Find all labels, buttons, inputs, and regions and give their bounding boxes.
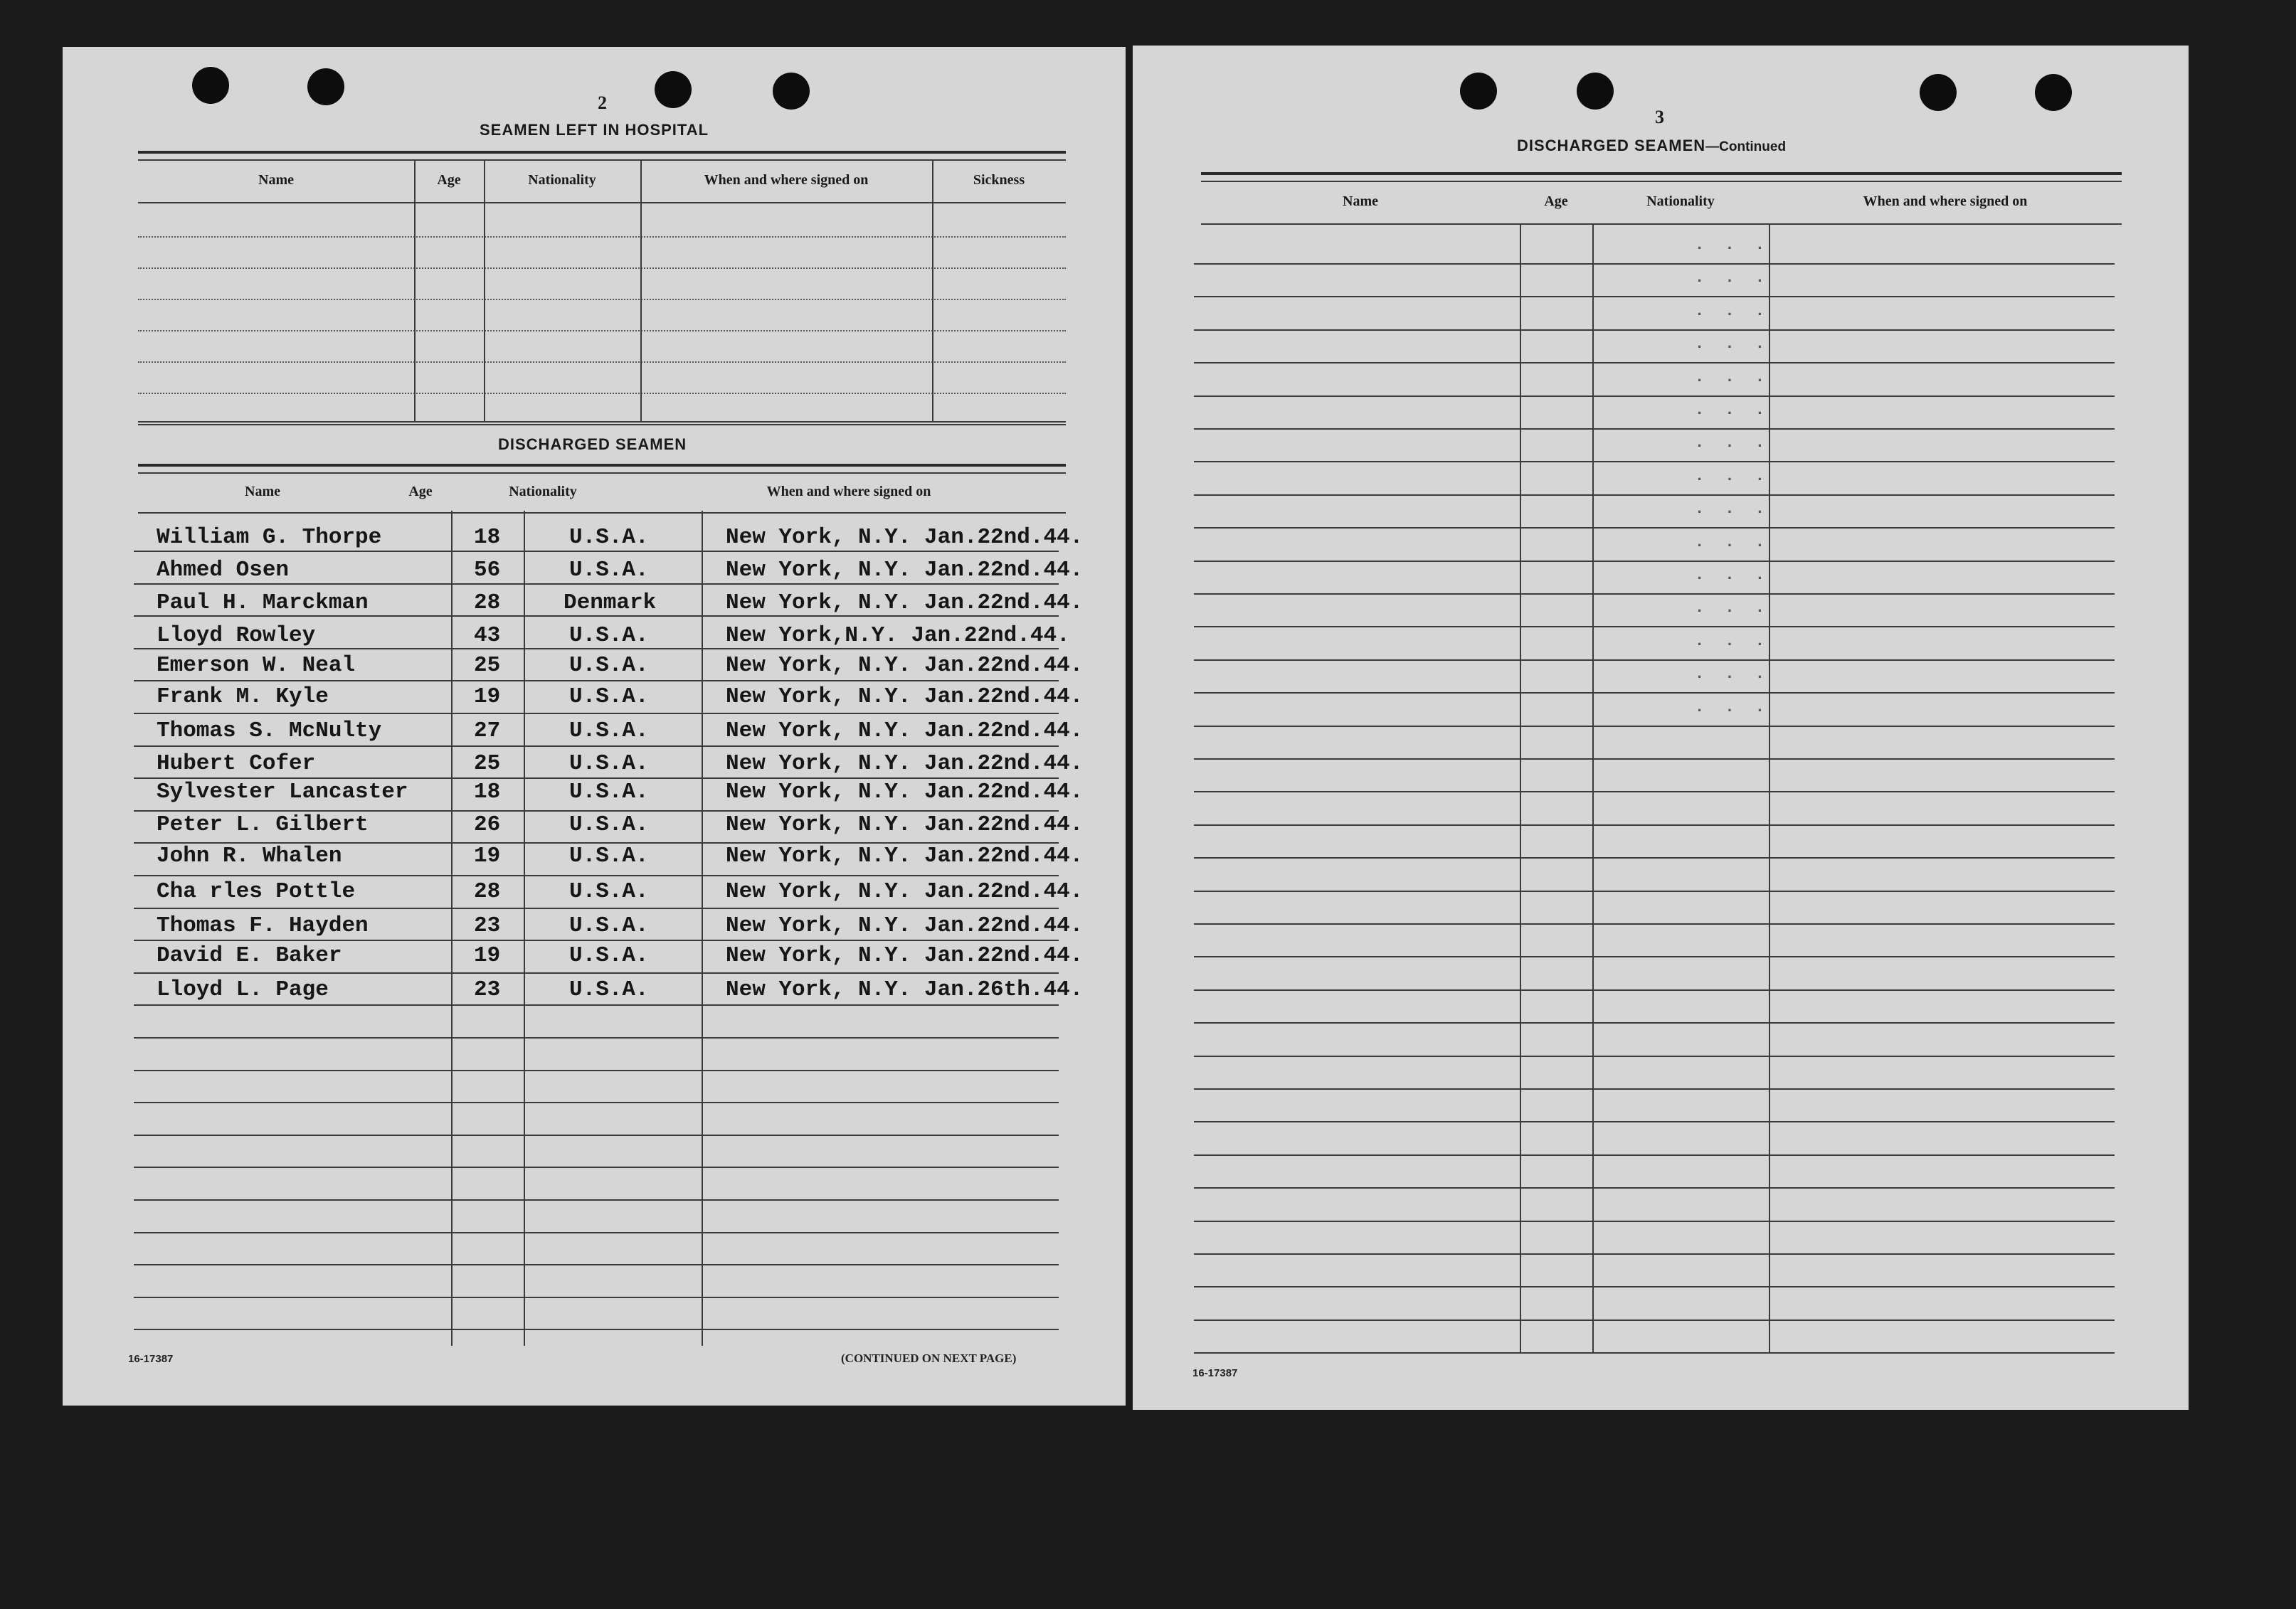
- binder-hole-icon: [192, 67, 229, 104]
- ditto-mark: . . .: [1695, 599, 1771, 617]
- table-rule: [134, 1135, 1059, 1136]
- col-header-name: Name: [245, 484, 280, 499]
- table-rule: [1194, 1187, 2115, 1189]
- ditto-mark: . . .: [1695, 566, 1771, 584]
- right-page: [1133, 46, 2189, 1410]
- table-rule: [1194, 626, 2115, 627]
- seaman-nationality: U.S.A.: [569, 913, 649, 938]
- binder-hole-icon: [1460, 73, 1497, 110]
- table-rule: [138, 151, 1066, 154]
- table-rule: [134, 1329, 1059, 1330]
- table-rule: [1194, 362, 2115, 363]
- table-rule: [138, 464, 1066, 467]
- binder-hole-icon: [2035, 74, 2072, 111]
- ditto-mark: . . .: [1695, 236, 1771, 254]
- seaman-name: Emerson W. Neal: [157, 653, 356, 678]
- seaman-age: 56: [474, 558, 501, 583]
- table-rule: [134, 1264, 1059, 1265]
- table-rule: [1520, 223, 1521, 1353]
- table-rule: [1194, 758, 2115, 760]
- table-rule: [138, 393, 1066, 394]
- col-header-signed-on: When and where signed on: [704, 172, 869, 188]
- table-rule: [138, 236, 1066, 238]
- table-rule: [1194, 296, 2115, 297]
- table-rule: [1194, 1221, 2115, 1222]
- table-rule: [1194, 1319, 2115, 1321]
- seaman-name: Thomas F. Hayden: [157, 913, 369, 938]
- table-rule: [138, 424, 1066, 425]
- table-rule: [134, 583, 1059, 585]
- binder-hole-icon: [307, 68, 344, 105]
- ditto-mark: . . .: [1695, 500, 1771, 519]
- table-rule: [138, 421, 1066, 423]
- seaman-signed-on: New York, N.Y. Jan.22nd.44.: [726, 684, 1084, 709]
- seaman-signed-on: New York, N.Y. Jan.22nd.44.: [726, 558, 1084, 583]
- ditto-mark: . . .: [1695, 698, 1771, 716]
- form-number: 16-17387: [128, 1353, 174, 1365]
- table-rule: [1194, 956, 2115, 957]
- table-rule: [134, 1037, 1059, 1039]
- table-rule: [134, 615, 1059, 617]
- table-rule: [1194, 726, 2115, 727]
- table-rule: [1194, 1253, 2115, 1255]
- form-number: 16-17387: [1192, 1367, 1238, 1379]
- seaman-signed-on: New York, N.Y. Jan.22nd.44.: [726, 879, 1084, 904]
- table-rule: [1194, 1121, 2115, 1122]
- table-rule: [138, 361, 1066, 363]
- table-rule: [1201, 223, 2122, 225]
- seaman-name: Paul H. Marckman: [157, 590, 369, 615]
- left-page: [63, 47, 1126, 1406]
- table-rule: [134, 1167, 1059, 1168]
- seaman-age: 23: [474, 977, 501, 1002]
- discharged-section-title: DISCHARGED SEAMEN: [498, 435, 687, 453]
- seaman-signed-on: New York, N.Y. Jan.22nd.44.: [726, 943, 1084, 968]
- seaman-signed-on: New York, N.Y. Jan.22nd.44.: [726, 718, 1084, 743]
- seaman-nationality: U.S.A.: [569, 751, 649, 776]
- table-rule: [702, 511, 703, 1346]
- seaman-name: Hubert Cofer: [157, 751, 316, 776]
- table-rule: [1194, 1088, 2115, 1090]
- seaman-name: Sylvester Lancaster: [157, 780, 408, 804]
- table-rule: [134, 1232, 1059, 1233]
- table-rule: [138, 159, 1066, 161]
- page-number: 2: [598, 92, 607, 113]
- table-rule: [138, 299, 1066, 300]
- table-rule: [138, 472, 1066, 474]
- seaman-signed-on: New York, N.Y. Jan.22nd.44.: [726, 751, 1084, 776]
- ditto-mark: . . .: [1695, 434, 1771, 452]
- seaman-signed-on: New York, N.Y. Jan.26th.44.: [726, 977, 1084, 1002]
- seaman-name: Frank M. Kyle: [157, 684, 329, 709]
- table-rule: [134, 680, 1059, 681]
- col-header-sickness: Sickness: [973, 172, 1025, 188]
- table-rule: [138, 512, 1066, 514]
- table-rule: [524, 511, 525, 1346]
- seaman-signed-on: New York,N.Y. Jan.22nd.44.: [726, 623, 1070, 648]
- ditto-mark: . . .: [1695, 533, 1771, 551]
- table-rule: [134, 648, 1059, 649]
- table-rule: [1769, 223, 1770, 1353]
- col-header-signed-on: When and where signed on: [766, 484, 931, 499]
- seaman-nationality: U.S.A.: [569, 812, 649, 837]
- ditto-mark: . . .: [1695, 335, 1771, 354]
- seaman-nationality: U.S.A.: [569, 977, 649, 1002]
- col-header-age: Age: [1544, 193, 1568, 209]
- col-header-nationality: Nationality: [528, 172, 596, 188]
- table-rule: [1592, 223, 1594, 1353]
- binder-hole-icon: [1577, 73, 1614, 110]
- table-rule: [1194, 1056, 2115, 1057]
- seaman-name: Thomas S. McNulty: [157, 718, 382, 743]
- table-rule: [134, 1297, 1059, 1298]
- seaman-age: 19: [474, 684, 501, 709]
- table-rule: [1194, 1352, 2115, 1354]
- seaman-nationality: U.S.A.: [569, 653, 649, 678]
- table-rule: [134, 551, 1059, 552]
- col-header-name: Name: [1343, 193, 1378, 209]
- seaman-nationality: Denmark: [564, 590, 657, 615]
- table-rule: [134, 875, 1059, 876]
- table-rule: [1194, 989, 2115, 991]
- ditto-mark: . . .: [1695, 368, 1771, 386]
- seaman-age: 26: [474, 812, 501, 837]
- table-rule: [1194, 923, 2115, 925]
- table-rule: [451, 511, 453, 1346]
- seaman-age: 18: [474, 525, 501, 550]
- ditto-mark: . . .: [1695, 665, 1771, 684]
- table-rule: [134, 777, 1059, 779]
- seaman-age: 27: [474, 718, 501, 743]
- seaman-nationality: U.S.A.: [569, 684, 649, 709]
- table-rule: [1194, 494, 2115, 496]
- seaman-age: 28: [474, 879, 501, 904]
- seaman-nationality: U.S.A.: [569, 780, 649, 804]
- col-header-age: Age: [437, 172, 461, 188]
- seaman-nationality: U.S.A.: [569, 525, 649, 550]
- seaman-age: 25: [474, 653, 501, 678]
- seaman-age: 28: [474, 590, 501, 615]
- seaman-nationality: U.S.A.: [569, 879, 649, 904]
- seaman-name: Cha rles Pottle: [157, 879, 356, 904]
- col-header-signed-on: When and where signed on: [1863, 193, 2028, 209]
- col-header-age: Age: [408, 484, 433, 499]
- table-rule: [1194, 1022, 2115, 1024]
- page-title: [1517, 137, 1786, 155]
- title-main: DISCHARGED SEAMEN: [1517, 137, 1706, 154]
- seaman-age: 19: [474, 943, 501, 968]
- table-rule: [1201, 172, 2122, 175]
- table-rule: [134, 940, 1059, 941]
- table-rule: [138, 202, 1066, 203]
- ditto-mark: . . .: [1695, 632, 1771, 650]
- table-rule: [134, 1102, 1059, 1103]
- table-rule: [138, 330, 1066, 331]
- table-rule: [414, 159, 416, 421]
- seaman-name: William G. Thorpe: [157, 525, 382, 550]
- seaman-signed-on: New York, N.Y. Jan.22nd.44.: [726, 780, 1084, 804]
- seaman-name: Lloyd Rowley: [157, 623, 316, 648]
- hospital-section-title: SEAMEN LEFT IN HOSPITAL: [480, 121, 709, 139]
- title-continued: —Continued: [1705, 139, 1787, 154]
- table-rule: [1194, 527, 2115, 529]
- seaman-name: David E. Baker: [157, 943, 342, 968]
- continued-note: (CONTINUED ON NEXT PAGE): [841, 1352, 1017, 1365]
- table-rule: [1194, 1286, 2115, 1287]
- table-rule: [134, 908, 1059, 909]
- col-header-name: Name: [258, 172, 294, 188]
- table-rule: [1194, 824, 2115, 826]
- table-rule: [1194, 329, 2115, 331]
- ditto-mark: . . .: [1695, 269, 1771, 287]
- table-rule: [1194, 395, 2115, 397]
- seaman-nationality: U.S.A.: [569, 943, 649, 968]
- table-rule: [1194, 659, 2115, 661]
- seaman-age: 18: [474, 780, 501, 804]
- table-rule: [1194, 857, 2115, 859]
- table-rule: [134, 1070, 1059, 1071]
- table-rule: [1194, 561, 2115, 562]
- seaman-age: 19: [474, 844, 501, 869]
- table-rule: [1194, 891, 2115, 892]
- seaman-name: Lloyd L. Page: [157, 977, 329, 1002]
- seaman-name: Ahmed Osen: [157, 558, 290, 583]
- table-rule: [134, 972, 1059, 974]
- seaman-nationality: U.S.A.: [569, 623, 649, 648]
- seaman-signed-on: New York, N.Y. Jan.22nd.44.: [726, 844, 1084, 869]
- ditto-mark: . . .: [1695, 302, 1771, 320]
- page-number: 3: [1655, 107, 1664, 127]
- table-rule: [932, 159, 933, 421]
- seaman-signed-on: New York, N.Y. Jan.22nd.44.: [726, 812, 1084, 837]
- seaman-nationality: U.S.A.: [569, 558, 649, 583]
- binder-hole-icon: [773, 73, 810, 110]
- table-rule: [484, 159, 485, 421]
- seaman-name: John R. Whalen: [157, 844, 342, 869]
- table-rule: [1201, 181, 2122, 182]
- table-rule: [134, 1004, 1059, 1006]
- table-rule: [134, 1199, 1059, 1201]
- ditto-mark: . . .: [1695, 401, 1771, 419]
- seaman-nationality: U.S.A.: [569, 844, 649, 869]
- table-rule: [134, 810, 1059, 812]
- table-rule: [1194, 593, 2115, 595]
- binder-hole-icon: [1920, 74, 1957, 111]
- table-rule: [640, 159, 642, 421]
- table-rule: [1194, 461, 2115, 462]
- seaman-signed-on: New York, N.Y. Jan.22nd.44.: [726, 653, 1084, 678]
- seaman-signed-on: New York, N.Y. Jan.22nd.44.: [726, 590, 1084, 615]
- ditto-mark: . . .: [1695, 467, 1771, 485]
- col-header-nationality: Nationality: [509, 484, 577, 499]
- table-rule: [1194, 263, 2115, 265]
- table-rule: [134, 713, 1059, 714]
- seaman-age: 23: [474, 913, 501, 938]
- seaman-name: Peter L. Gilbert: [157, 812, 369, 837]
- binder-hole-icon: [655, 71, 692, 108]
- table-rule: [138, 267, 1066, 269]
- seaman-age: 25: [474, 751, 501, 776]
- table-rule: [1194, 692, 2115, 694]
- table-rule: [1194, 791, 2115, 792]
- table-rule: [134, 745, 1059, 747]
- seaman-signed-on: New York, N.Y. Jan.22nd.44.: [726, 913, 1084, 938]
- seaman-signed-on: New York, N.Y. Jan.22nd.44.: [726, 525, 1084, 550]
- seaman-age: 43: [474, 623, 501, 648]
- table-rule: [1194, 1154, 2115, 1156]
- col-header-nationality: Nationality: [1646, 193, 1715, 209]
- seaman-nationality: U.S.A.: [569, 718, 649, 743]
- table-rule: [1194, 428, 2115, 430]
